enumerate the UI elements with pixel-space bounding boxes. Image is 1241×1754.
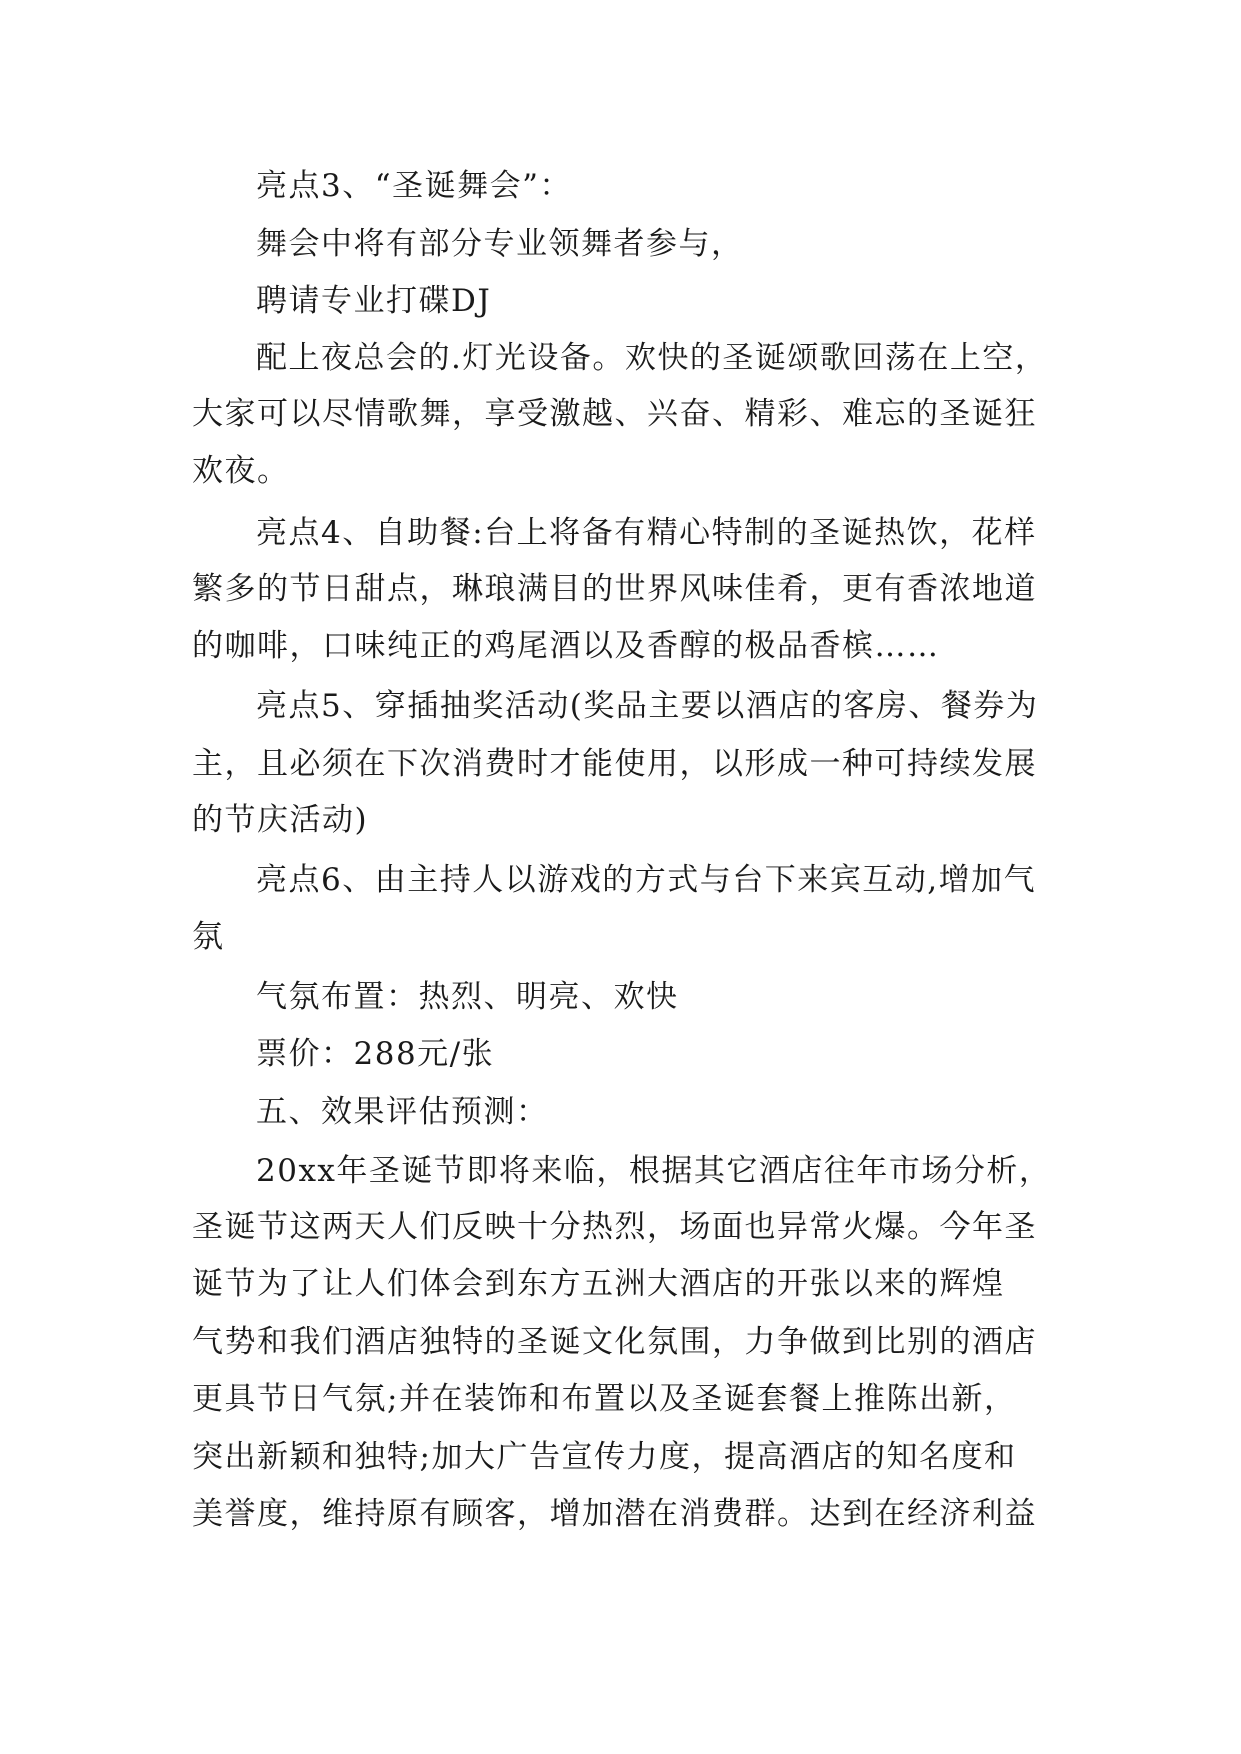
- text-line: 聘请专业打碟DJ: [256, 283, 492, 319]
- section-heading: 五、效果评估预测：: [256, 1094, 549, 1130]
- text-line: 的节庆活动): [192, 802, 369, 838]
- text-line: 欢夜。: [192, 453, 290, 489]
- text-line: 氛: [192, 919, 225, 955]
- highlight-6-line: 亮点6、由主持人以游戏的方式与台下来宾互动,增加气: [256, 862, 1037, 898]
- text-line: 20xx年圣诞节即将来临，根据其它酒店往年市场分析，: [256, 1153, 1052, 1189]
- text-line: 大家可以尽情歌舞，享受激越、兴奋、精彩、难忘的圣诞狂: [192, 396, 1037, 432]
- text-line: 繁多的节日甜点，琳琅满目的世界风味佳肴，更有香浓地道: [192, 571, 1037, 607]
- text-line: 美誉度，维持原有顾客，增加潜在消费群。达到在经济利益: [192, 1496, 1037, 1532]
- text-line: 圣诞节这两天人们反映十分热烈，场面也异常火爆。今年圣: [192, 1209, 1037, 1245]
- highlight-5-line: 亮点5、穿插抽奖活动(奖品主要以酒店的客房、餐券为: [256, 688, 1039, 724]
- text-line: 舞会中将有部分专业领舞者参与，: [256, 226, 744, 262]
- atmosphere-line: 气氛布置：热烈、明亮、欢快: [256, 979, 679, 1015]
- text-line: 主，且必须在下次消费时才能使用，以形成一种可持续发展: [192, 746, 1037, 782]
- text-line: 的咖啡，口味纯正的鸡尾酒以及香醇的极品香槟……: [192, 628, 940, 664]
- highlight-4-line: 亮点4、自助餐:台上将备有精心特制的圣诞热饮，花样: [256, 515, 1037, 551]
- text-line: 更具节日气氛;并在装饰和布置以及圣诞套餐上推陈出新，: [192, 1381, 1017, 1417]
- ticket-price-line: 票价：288元/张: [256, 1036, 495, 1072]
- highlight-3-heading: 亮点3、“圣诞舞会”：: [256, 168, 572, 204]
- text-line: 诞节为了让人们体会到东方五洲大酒店的开张以来的辉煌: [192, 1266, 1005, 1302]
- text-line: 突出新颖和独特;加大广告宣传力度，提高酒店的知名度和: [192, 1439, 1017, 1475]
- text-line: 配上夜总会的.灯光设备。欢快的圣诞颂歌回荡在上空，: [256, 340, 1048, 376]
- text-line: 气势和我们酒店独特的圣诞文化氛围，力争做到比别的酒店: [192, 1324, 1037, 1360]
